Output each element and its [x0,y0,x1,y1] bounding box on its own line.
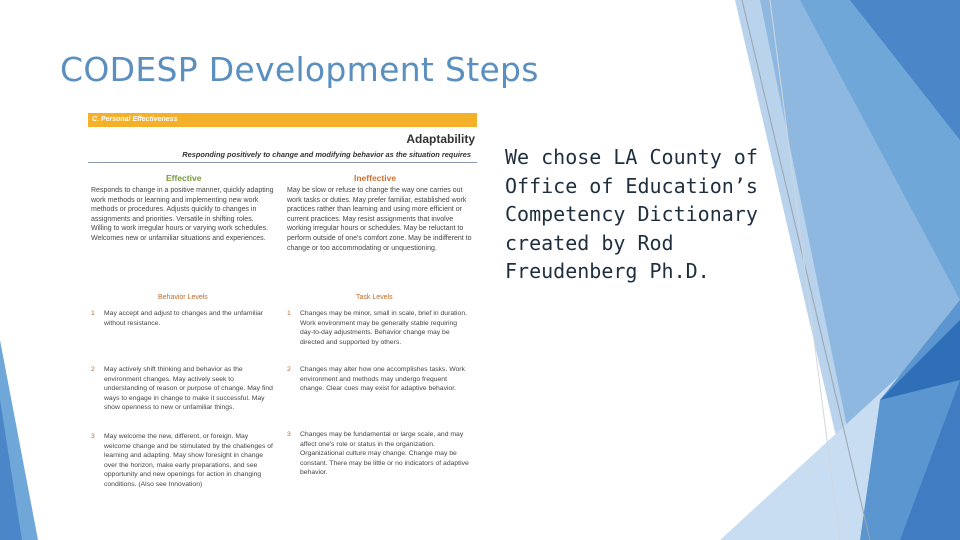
competency-definition: Responding positively to change and modifying behavior as the situation requires [182,150,471,159]
body-line: created by Rod [505,230,674,255]
ineffective-heading: Ineffective [354,173,397,183]
body-line: Freudenberg Ph.D. [505,259,710,283]
competency-document-image [88,113,477,508]
effective-description: Responds to change in a positive manner, quickly adapting work methods or learning and implementing new work methods or procedures. Adjusts quickly to changes in assignments and priorities. Versatile in shifting roles. Willing to work irregular hours or varying work schedules. Welcomes new or unfamiliar situations and experiences. [91,187,274,242]
body-line: We chose LA County of [505,145,758,169]
task-level-number: 3 [287,431,291,438]
section-header: C. Personal Effectiveness [88,113,477,127]
task-level-number: 2 [287,366,291,373]
divider [88,162,477,163]
behavior-levels-heading: Behavior Levels [158,294,208,301]
behavior-level-number: 3 [91,433,95,440]
behavior-level-text: May accept and adjust to changes and the unfamiliar without resistance. [104,310,264,327]
effective-heading: Effective [166,173,202,183]
slide-title: CODESP Development Steps [60,50,539,89]
behavior-level-text: May welcome the new, different, or foreign. May welcome change and be stimulated by the challenges of learning and adapting. May show foresight in change over the horizon, make early preparations, and see opportunity and new openings for action in changing conditions. (Also see Innovation) [104,433,273,488]
behavior-level-text: May actively shift thinking and behavior as the environment changes. May actively seek to understanding of reason or purpose of change. May find ways to engage in change to make it successful. May show openness to new or unfamiliar things. [104,366,273,412]
task-level-number: 1 [287,310,291,317]
task-level-text: Changes may be minor, small in scale, brief in duration. Work environment may be generally stable requiring day-to-day adjustments. Behavior change may be directed and supported by others. [300,310,467,346]
slide-body-text [505,143,785,286]
task-level-text: Changes may be fundamental or large scale, and may affect one's role or status in the organization. Organizational culture may change. Change may be constant. There may be little or no indicators of adaptive behavior. [300,431,469,477]
task-level-text: Changes may alter how one accomplishes tasks. Work environment and methods may undergo frequent change. Clear cues may exist for adaptive behavior. [300,366,465,393]
competency-name: Adaptability [406,132,475,146]
task-levels-heading: Task Levels [356,294,393,301]
ineffective-description: May be slow or refuse to change the way one carries out work tasks or duties. May prefer familiar, established work practices rather than learning and using more efficient or current practices. May resist assignments that involve working irregular hours or schedules. May be reluctant to perform outside of one's comfort zone. May be indifferent to change or too accommodating or unquestioning. [287,187,472,252]
behavior-level-number: 2 [91,366,95,373]
behavior-level-number: 1 [91,310,95,317]
body-line: Competency Dictionary [505,202,758,226]
body-line: Office of Education’s [505,173,758,198]
